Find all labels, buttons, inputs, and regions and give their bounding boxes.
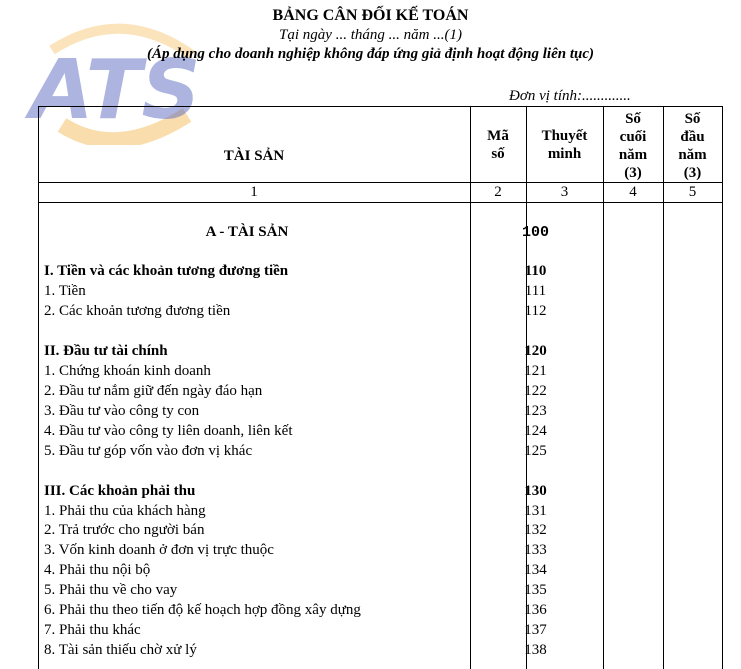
row-asset-name: 5. Phải thu về cho vay xyxy=(44,582,178,598)
row-code: 120 xyxy=(524,343,547,359)
row-asset-name: 4. Đầu tư vào công ty liên doanh, liên kết xyxy=(44,423,293,439)
row-asset-name: 1. Tiền xyxy=(44,283,86,299)
row-code: 111 xyxy=(524,283,547,299)
table-row xyxy=(38,363,722,383)
row-asset-name: 2. Đầu tư nắm giữ đến ngày đáo hạn xyxy=(44,383,263,399)
table-row xyxy=(38,483,722,503)
table-row xyxy=(38,602,722,622)
row-asset-name: 3. Đầu tư vào công ty con xyxy=(44,403,200,419)
header-code: Mã số xyxy=(487,128,509,162)
table-row xyxy=(38,343,722,363)
row-code: 125 xyxy=(524,443,547,459)
table-row xyxy=(38,303,722,323)
row-asset-name: 5. Đầu tư góp vốn vào đơn vị khác xyxy=(44,443,253,459)
svg-text:ATS: ATS xyxy=(30,43,201,138)
row-code: 130 xyxy=(524,483,547,499)
row-asset-name: I. Tiền và các khoản tương đương tiền xyxy=(44,263,289,279)
header-year-begin: Số đầu năm (3) xyxy=(678,111,707,181)
header-year-end: Số cuối năm (3) xyxy=(618,111,648,181)
row-asset-name: III. Các khoản phải thu xyxy=(44,483,196,499)
row-asset-name: 2. Các khoản tương đương tiền xyxy=(44,303,231,319)
table-row xyxy=(38,542,722,562)
row-asset-name: II. Đầu tư tài chính xyxy=(44,343,168,359)
table-border-right xyxy=(722,106,723,669)
row-code: 133 xyxy=(524,542,547,558)
table-row xyxy=(38,522,722,542)
table-row xyxy=(38,582,722,602)
row-asset-name: 6. Phải thu theo tiến độ kế hoạch hợp đồng xây dựng xyxy=(44,602,361,618)
row-asset-name: 2. Trả trước cho người bán xyxy=(44,522,205,538)
table-row xyxy=(38,283,722,303)
unit-label: Đơn vị tính:............. xyxy=(509,88,631,104)
table-row xyxy=(38,622,722,642)
table-row xyxy=(38,503,722,523)
table-rule xyxy=(38,182,722,183)
row-code: 121 xyxy=(524,363,547,379)
table-row xyxy=(38,443,722,463)
row-asset-name: A - TÀI SẢN xyxy=(205,224,289,240)
row-asset-name: 3. Vốn kinh doanh ở đơn vị trực thuộc xyxy=(44,542,274,558)
row-asset-name: 1. Phải thu của khách hàng xyxy=(44,503,206,519)
column-index: 4 xyxy=(629,184,637,200)
table-row xyxy=(38,403,722,423)
row-asset-name: 7. Phải thu khác xyxy=(44,622,141,638)
row-asset-name: 4. Phải thu nội bộ xyxy=(44,562,151,578)
document-title: BẢNG CÂN ĐỐI KẾ TOÁN xyxy=(272,7,469,24)
row-code: 110 xyxy=(524,263,547,279)
column-index: 3 xyxy=(560,184,569,200)
row-code: 112 xyxy=(524,303,547,319)
table-rule xyxy=(38,202,722,203)
row-asset-name: 8. Tài sản thiếu chờ xử lý xyxy=(44,642,197,658)
row-code: 137 xyxy=(524,622,547,638)
table-row xyxy=(38,642,722,662)
table-row xyxy=(38,224,722,244)
row-code: 123 xyxy=(524,403,547,419)
row-code: 138 xyxy=(524,642,547,658)
column-index: 1 xyxy=(250,184,258,200)
table-row xyxy=(38,263,722,283)
column-index: 5 xyxy=(688,184,697,200)
row-code: 134 xyxy=(524,562,547,578)
row-asset-name: 1. Chứng khoán kinh doanh xyxy=(44,363,211,379)
row-code: 124 xyxy=(524,423,547,439)
header-asset: TÀI SẢN xyxy=(223,148,285,164)
table-row xyxy=(38,383,722,403)
row-code: 136 xyxy=(524,602,547,618)
header-note: Thuyết minh xyxy=(541,128,588,162)
date-line: Tại ngày ... tháng ... năm ...(1) xyxy=(279,27,462,43)
row-code: 132 xyxy=(524,522,547,538)
column-index: 2 xyxy=(494,184,502,200)
row-code: 131 xyxy=(524,503,547,519)
row-code: 122 xyxy=(524,383,547,399)
table-row xyxy=(38,562,722,582)
document-subtitle: (Áp dụng cho doanh nghiệp không đáp ứng giả định hoạt động liên tục) xyxy=(146,46,594,62)
table-row xyxy=(38,423,722,443)
row-code: 135 xyxy=(524,582,547,598)
row-code: 100 xyxy=(521,224,549,241)
table-border-top xyxy=(38,106,722,107)
